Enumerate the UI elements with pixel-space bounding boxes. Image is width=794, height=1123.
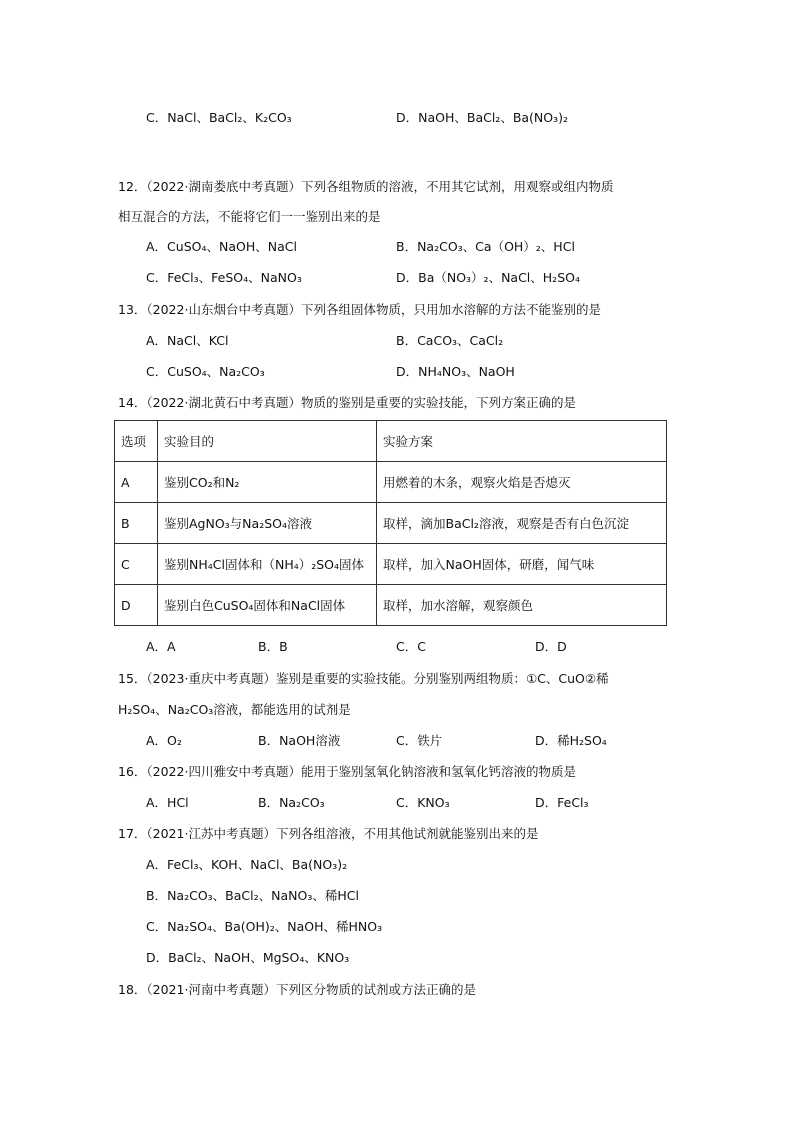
q14-stem-line1: 14．（2022·湖北黄石中考真题）物质的鉴别是重要的实验技能，下列方案正确的是 bbox=[118, 395, 576, 410]
q12-stem-line2: 相互混合的方法，不能将它们一一鉴别出来的是 bbox=[118, 209, 381, 224]
q15-option-d: D．稀H₂SO₄ bbox=[535, 733, 607, 748]
header-purpose: 实验目的 bbox=[158, 421, 377, 462]
table-header-row bbox=[115, 421, 667, 462]
q15-stem-line2: H₂SO₄、Na₂CO₃溶液，都能选用的试剂是 bbox=[118, 702, 351, 717]
row-purpose: 鉴别白色CuSO₄固体和NaCl固体 bbox=[158, 585, 377, 626]
row-option: B bbox=[115, 503, 158, 544]
q16-option-b: B．Na₂CO₃ bbox=[258, 795, 325, 810]
q17-option-c: C．Na₂SO₄、Ba(OH)₂、NaOH、稀HNO₃ bbox=[146, 919, 383, 934]
q17-option-b: B．Na₂CO₃、BaCl₂、NaNO₃、稀HCl bbox=[146, 888, 359, 903]
row-plan: 用燃着的木条，观察火焰是否熄灭 bbox=[377, 462, 667, 503]
experiment-table bbox=[114, 420, 667, 626]
q11-option-d: D．NaOH、BaCl₂、Ba(NO₃)₂ bbox=[396, 110, 569, 125]
table-row bbox=[115, 585, 667, 626]
q16-option-c: C．KNO₃ bbox=[396, 795, 450, 810]
q15-stem-line1: 15．（2023·重庆中考真题）鉴别是重要的实验技能。分别鉴别两组物质：①C、CuO②稀 bbox=[118, 671, 609, 686]
q17-stem-line1: 17．（2021·江苏中考真题）下列各组溶液，不用其他试剂就能鉴别出来的是 bbox=[118, 826, 539, 841]
q15-option-b: B．NaOH溶液 bbox=[258, 733, 341, 748]
row-purpose: 鉴别CO₂和N₂ bbox=[158, 462, 377, 503]
q13-option-b: B．CaCO₃、CaCl₂ bbox=[396, 333, 504, 348]
q17-option-d: D．BaCl₂、NaOH、MgSO₄、KNO₃ bbox=[146, 950, 350, 965]
row-purpose: 鉴别AgNO₃与Na₂SO₄溶液 bbox=[158, 503, 377, 544]
q13-stem-line1: 13．（2022·山东烟台中考真题）下列各组固体物质，只用加水溶解的方法不能鉴别的是 bbox=[118, 302, 601, 317]
row-plan: 取样，加入NaOH固体，研磨，闻气味 bbox=[377, 544, 667, 585]
q18-stem-line1: 18．（2021·河南中考真题）下列区分物质的试剂或方法正确的是 bbox=[118, 982, 476, 997]
q12-option-d: D．Ba（NO₃）₂、NaCl、H₂SO₄ bbox=[396, 270, 580, 285]
q13-option-d: D．NH₄NO₃、NaOH bbox=[396, 364, 515, 379]
q14-option-d: D．D bbox=[535, 639, 567, 654]
q12-option-a: A．CuSO₄、NaOH、NaCl bbox=[146, 239, 297, 254]
q16-option-a: A．HCl bbox=[146, 795, 189, 810]
q13-option-c: C．CuSO₄、Na₂CO₃ bbox=[146, 364, 265, 379]
table-row bbox=[115, 544, 667, 585]
row-option: A bbox=[115, 462, 158, 503]
q14-option-a: A．A bbox=[146, 639, 176, 654]
q17-option-a: A．FeCl₃、KOH、NaCl、Ba(NO₃)₂ bbox=[146, 857, 348, 872]
table-row bbox=[115, 503, 667, 544]
q14-option-b: B．B bbox=[258, 639, 288, 654]
q15-option-c: C．铁片 bbox=[396, 733, 443, 748]
q16-option-d: D．FeCl₃ bbox=[535, 795, 589, 810]
q14-option-c: C．C bbox=[396, 639, 426, 654]
header-option: 选项 bbox=[115, 421, 158, 462]
table-row bbox=[115, 462, 667, 503]
row-option: D bbox=[115, 585, 158, 626]
row-plan: 取样，滴加BaCl₂溶液，观察是否有白色沉淀 bbox=[377, 503, 667, 544]
header-plan: 实验方案 bbox=[377, 421, 667, 462]
q11-option-c: C．NaCl、BaCl₂、K₂CO₃ bbox=[146, 110, 292, 125]
q13-option-a: A．NaCl、KCl bbox=[146, 333, 229, 348]
row-plan: 取样，加水溶解，观察颜色 bbox=[377, 585, 667, 626]
row-option: C bbox=[115, 544, 158, 585]
q16-stem-line1: 16．（2022·四川雅安中考真题）能用于鉴别氢氧化钠溶液和氢氧化钙溶液的物质是 bbox=[118, 764, 576, 779]
q15-option-a: A．O₂ bbox=[146, 733, 182, 748]
row-purpose: 鉴别NH₄Cl固体和（NH₄）₂SO₄固体 bbox=[158, 544, 377, 585]
q12-stem-line1: 12．（2022·湖南娄底中考真题）下列各组物质的溶液，不用其它试剂，用观察或组内物质 bbox=[118, 179, 614, 194]
q12-option-b: B．Na₂CO₃、Ca（OH）₂、HCl bbox=[396, 239, 575, 254]
q12-option-c: C．FeCl₃、FeSO₄、NaNO₃ bbox=[146, 270, 302, 285]
